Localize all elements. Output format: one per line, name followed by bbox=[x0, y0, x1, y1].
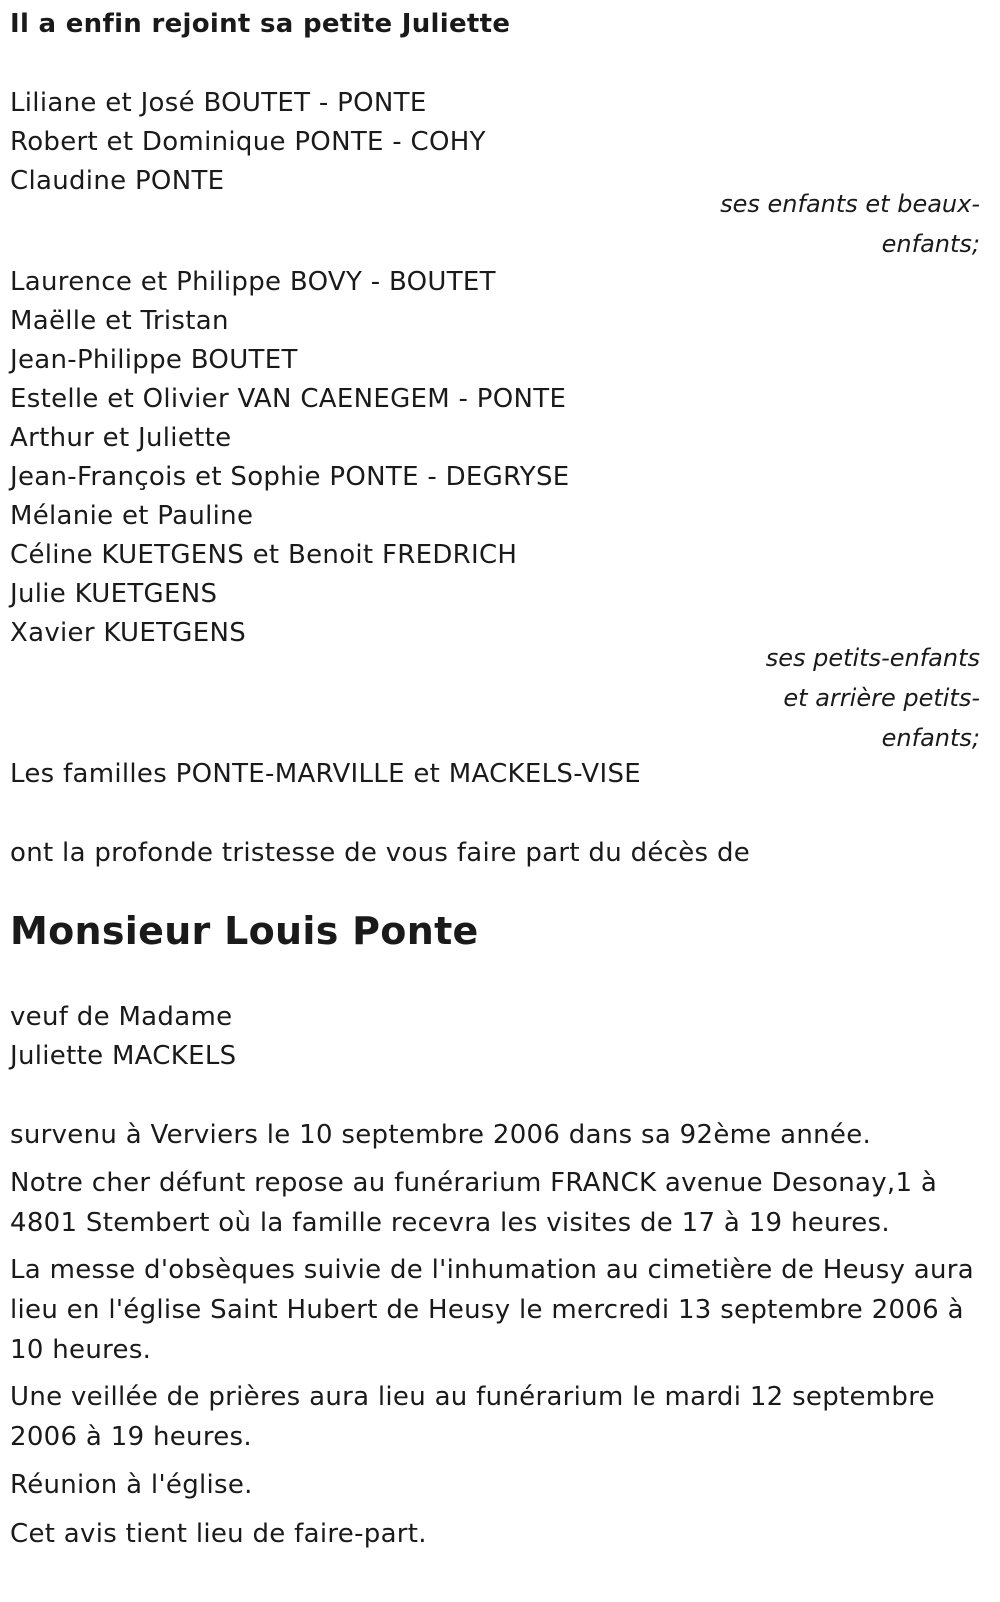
grandchild-line: Laurence et Philippe BOVY - BOUTET bbox=[10, 267, 496, 297]
families-line: Les familles PONTE-MARVILLE et MACKELS-VISE bbox=[10, 759, 641, 789]
notice-paragraph: Une veillée de prières aura lieu au funérarium le mardi 12 septembre 2006 à 19 heures. bbox=[10, 1382, 935, 1452]
notice-paragraph: survenu à Verviers le 10 septembre 2006 dans sa 92ème année. bbox=[10, 1120, 872, 1150]
widow-line: veuf de Madame bbox=[10, 1002, 233, 1032]
grandchild-line: Arthur et Juliette bbox=[10, 423, 232, 453]
grandchild-line: Maëlle et Tristan bbox=[10, 306, 229, 336]
announcement-line: ont la profonde tristesse de vous faire part du décès de bbox=[10, 838, 751, 868]
widow-spouse-line: Juliette MACKELS bbox=[10, 1041, 237, 1071]
deceased-name: Monsieur Louis Ponte bbox=[10, 909, 479, 953]
grandchild-line: Céline KUETGENS et Benoit FREDRICH bbox=[10, 540, 518, 570]
grandchild-line: Mélanie et Pauline bbox=[10, 501, 254, 531]
notice-paragraph: La messe d'obsèques suivie de l'inhumation au cimetière de Heusy aura lieu en l'église Saint Hubert de Heusy le mercredi 13 septembre 2006 à 10 heures. bbox=[10, 1255, 975, 1365]
child-line: Liliane et José BOUTET - PONTE bbox=[10, 88, 427, 118]
grandchild-line: Jean-François et Sophie PONTE - DEGRYSE bbox=[10, 462, 570, 492]
notice-paragraph: Réunion à l'église. bbox=[10, 1470, 253, 1500]
grandchildren-relation: ses petits-enfants et arrière petits-enfants; bbox=[765, 644, 980, 752]
children-relation: ses enfants et beaux-enfants; bbox=[720, 190, 980, 258]
notice-paragraph: Cet avis tient lieu de faire-part. bbox=[10, 1519, 427, 1549]
notice-heading: Il a enfin rejoint sa petite Juliette bbox=[10, 9, 511, 39]
grandchild-line: Julie KUETGENS bbox=[10, 579, 218, 609]
grandchild-line: Jean-Philippe BOUTET bbox=[10, 345, 298, 375]
grandchild-line: Estelle et Olivier VAN CAENEGEM - PONTE bbox=[10, 384, 567, 414]
notice-paragraph: Notre cher défunt repose au funérarium FRANCK avenue Desonay,1 à 4801 Stembert où la famille recevra les visites de 17 à 19 heures. bbox=[10, 1168, 938, 1238]
child-line: Robert et Dominique PONTE - COHY bbox=[10, 127, 486, 157]
grandchild-line: Xavier KUETGENS bbox=[10, 618, 247, 648]
child-line: Claudine PONTE bbox=[10, 166, 225, 196]
